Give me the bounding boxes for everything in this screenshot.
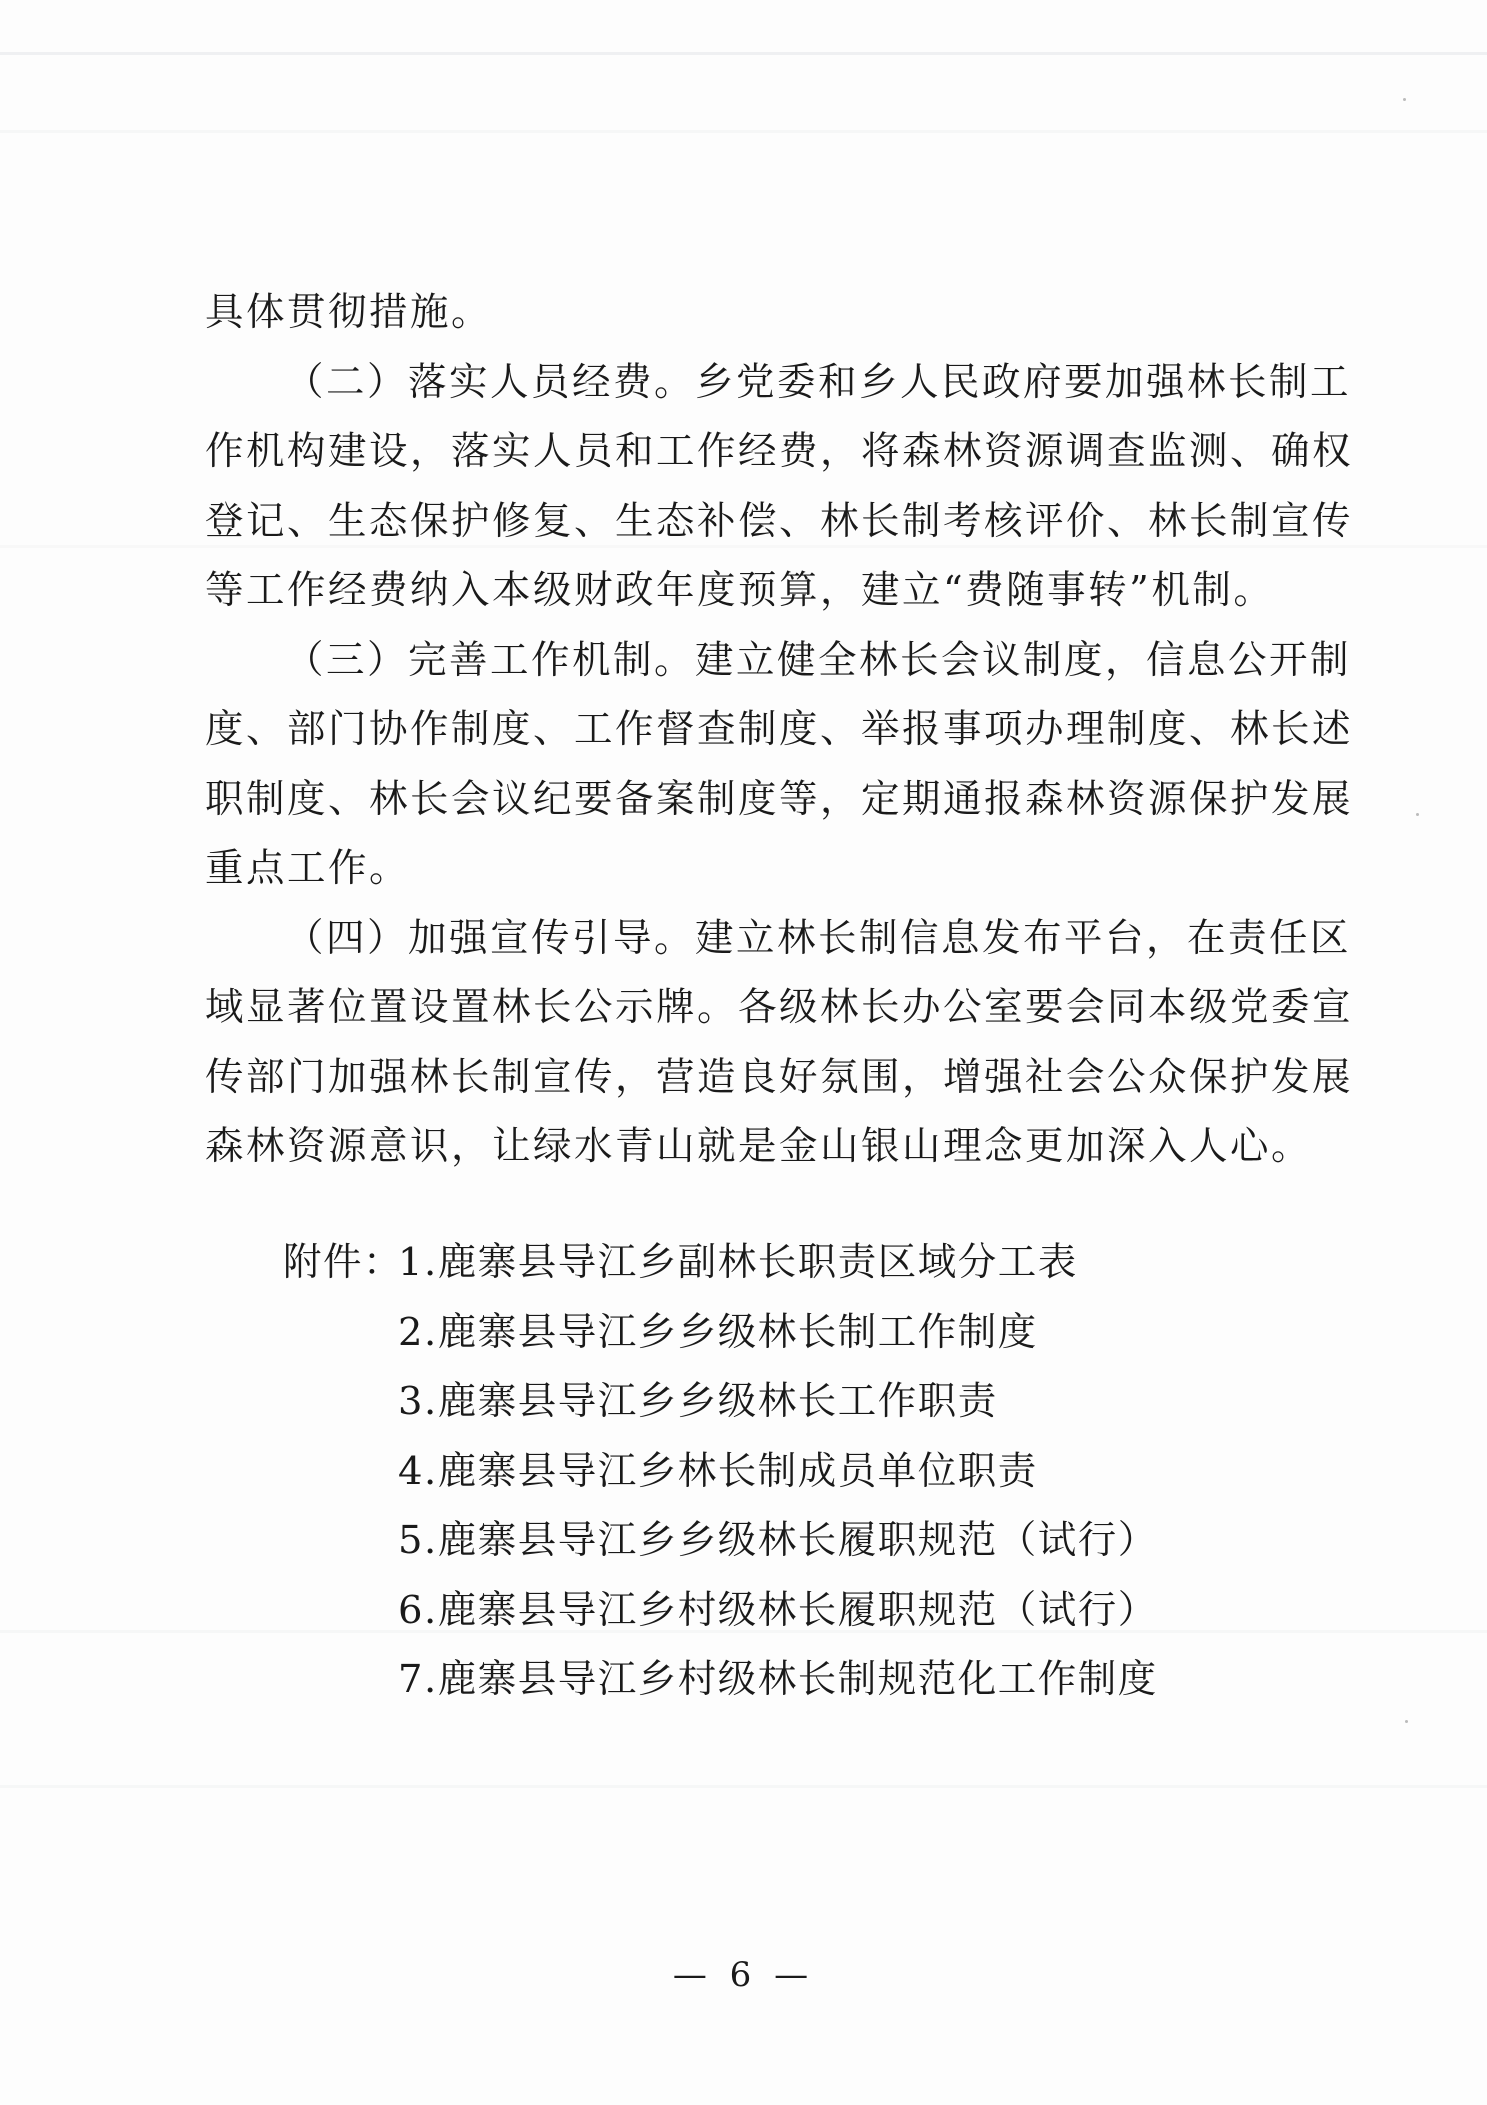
paragraph-line: 作机构建设，落实人员和工作经费，将森林资源调查监测、确权 [205,429,1354,474]
paragraph-line: 具体贯彻措施。 [205,290,493,335]
paragraph-line: 重点工作。 [205,846,411,891]
scan-speck [1405,1720,1408,1723]
paragraph-line: 等工作经费纳入本级财政年度预算，建立“费随事转”机制。 [205,568,1275,613]
attachment-label: 附件： [283,1240,404,1285]
attachment-row [283,1298,1158,1368]
attachment-row [283,1576,1158,1646]
scan-speck [1403,98,1406,101]
scan-artifact-line [0,52,1487,55]
scan-speck [1416,813,1419,816]
paragraph-line: （二）落实人员经费。乡党委和乡人民政府要加强林长制工 [285,359,1352,405]
attachment-row [283,1437,1158,1507]
attachment-item: 2.鹿寨县导江乡乡级林长制工作制度 [398,1309,1038,1355]
paragraph-line: 传部门加强林长制宣传，营造良好氛围，增强社会公众保护发展 [205,1054,1354,1100]
attachment-row [283,1506,1158,1576]
paragraph-line: （三）完善工作机制。建立健全林长会议制度，信息公开制 [285,637,1352,683]
scan-artifact-line [0,1785,1487,1788]
paragraph-line: 域显著位置设置林长公示牌。各级林长办公室要会同本级党委宣 [205,985,1354,1030]
paragraph-line: 森林资源意识，让绿水青山就是金山银山理念更加深入人心。 [205,1124,1313,1169]
paragraph-line: 登记、生态保护修复、生态补偿、林长制考核评价、林长制宣传 [205,498,1354,544]
attachment-item: 1.鹿寨县导江乡副林长职责区域分工表 [398,1240,1078,1285]
paragraph-line: 度、部门协作制度、工作督查制度、举报事项办理制度、林长述 [205,707,1354,752]
paragraph-line: 职制度、林长会议纪要备案制度等，定期通报森林资源保护发展 [205,776,1354,822]
paragraph-line: （四）加强宣传引导。建立林长制信息发布平台，在责任区 [285,915,1352,961]
attachment-item: 3.鹿寨县导江乡乡级林长工作职责 [398,1379,998,1424]
scan-artifact-line [0,130,1487,133]
attachment-row [283,1228,1158,1298]
attachment-item: 4.鹿寨县导江乡林长制成员单位职责 [398,1448,1038,1494]
attachment-list [283,1228,1158,1715]
attachment-row [283,1645,1158,1715]
attachment-row [283,1367,1158,1437]
attachment-item: 7.鹿寨县导江乡村级林长制规范化工作制度 [398,1657,1158,1702]
attachment-item: 5.鹿寨县导江乡乡级林长履职规范（试行） [398,1518,1158,1563]
page-number: — 6 — [672,1955,815,1995]
body-text [205,278,1354,1182]
attachment-item: 6.鹿寨县导江乡村级林长履职规范（试行） [398,1587,1158,1633]
